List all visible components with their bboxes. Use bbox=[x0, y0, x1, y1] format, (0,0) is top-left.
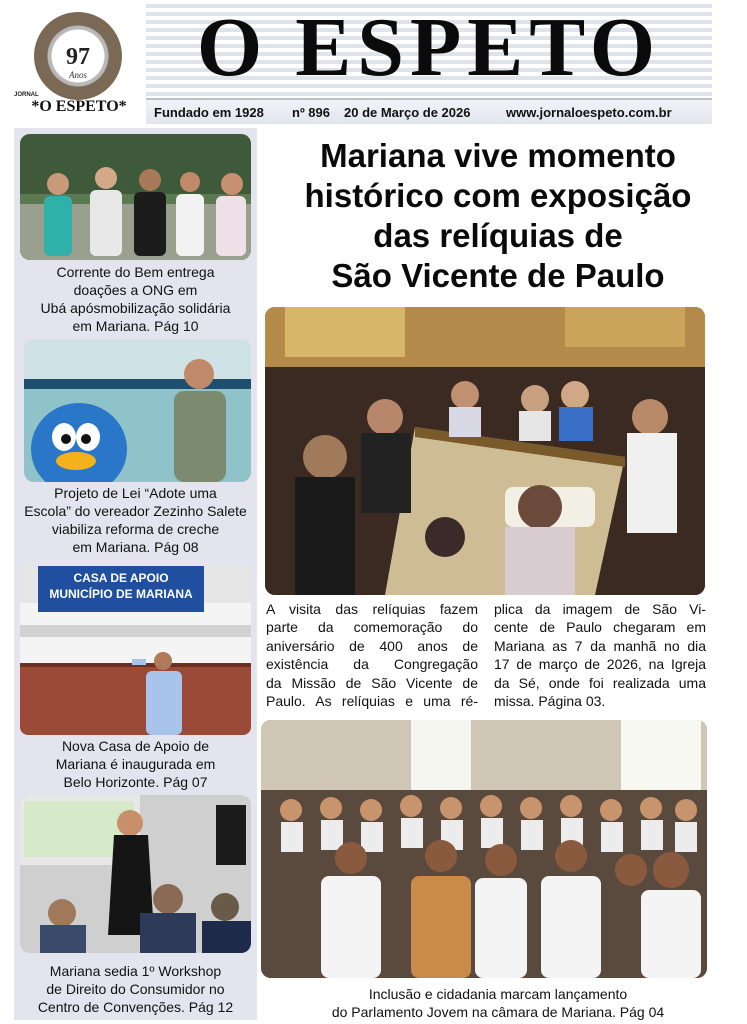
article-line: plica da imagem de São Vi- bbox=[494, 601, 706, 617]
article-line: parte da comemoração do bbox=[266, 619, 478, 636]
caption-line: Belo Horizonte. Pág 07 bbox=[63, 774, 208, 790]
sign-line: MUNICÍPIO DE MARIANA bbox=[49, 587, 193, 601]
article-line: A visita das relíquias fazem bbox=[266, 601, 478, 617]
website-text: www.jornaloespeto.com.br bbox=[506, 105, 672, 120]
article-line: missa. Página 03. bbox=[494, 693, 606, 710]
article-line: existência da Congregação bbox=[266, 656, 478, 673]
photo-parlamento-jovem bbox=[261, 720, 707, 978]
newspaper-title: O ESPETO bbox=[196, 1, 662, 94]
photo-workshop-consumidor bbox=[20, 795, 251, 953]
caption-line: de Direito do Consumidor no bbox=[46, 981, 225, 997]
article-column-1 bbox=[266, 600, 478, 710]
seal-number: 97 bbox=[66, 44, 90, 70]
photo-adote-uma-escola bbox=[24, 339, 251, 482]
article-line: cente de Paulo chegaram em bbox=[494, 619, 706, 636]
article-line: da Missão de São Vicente de bbox=[266, 674, 478, 691]
bottom-photo-caption bbox=[262, 985, 734, 1021]
issue-date: 20 de Março de 2026 bbox=[344, 105, 471, 120]
sidebar-caption-2 bbox=[14, 484, 257, 556]
caption-line: Inclusão e cidadania marcam lançamento bbox=[368, 986, 628, 1002]
photo-reliquias-exposicao bbox=[265, 307, 705, 595]
caption-line: Escola” do vereador Zezinho Salete bbox=[24, 503, 247, 519]
caption-line: Mariana é inaugurada em bbox=[55, 756, 216, 772]
photo-corrente-do-bem bbox=[20, 134, 251, 260]
article-line: Mariana as 7 da manhã no dia bbox=[494, 637, 706, 654]
caption-line: do Parlamento Jovem na câmara de Mariana. Pág 04 bbox=[331, 1004, 665, 1020]
seal-subtitle: Anos bbox=[69, 70, 87, 80]
article-column-2 bbox=[494, 600, 706, 710]
sidebar-caption-3 bbox=[14, 737, 257, 791]
caption-line: Nova Casa de Apoio de bbox=[61, 738, 210, 754]
issue-info-bar bbox=[146, 98, 712, 124]
headline-line: histórico com exposição bbox=[304, 177, 692, 214]
logo-brand-text: *O ESPETO* bbox=[31, 98, 127, 115]
caption-line: doações a ONG em bbox=[73, 282, 198, 298]
headline-line: São Vicente de Paulo bbox=[331, 257, 665, 294]
caption-line: Ubá apósmobilização solidária bbox=[40, 300, 231, 316]
article-line: aniversário de 400 anos de bbox=[266, 637, 478, 654]
jornal-label: JORNAL bbox=[14, 92, 39, 98]
caption-line: Projeto de Lei “Adote uma bbox=[54, 485, 217, 501]
caption-line: viabiliza reforma de creche bbox=[51, 521, 220, 537]
founded-text: Fundado em 1928 bbox=[154, 105, 264, 120]
main-headline bbox=[262, 136, 734, 296]
article-line: 17 de março de 2026, na Igreja bbox=[494, 656, 706, 673]
caption-line: em Mariana. Pág 10 bbox=[72, 318, 199, 334]
caption-line: Corrente do Bem entrega bbox=[56, 264, 215, 280]
sidebar-caption-1 bbox=[14, 263, 257, 335]
article-line: Paulo. As relíquias e uma ré- bbox=[266, 693, 478, 710]
article-line: da Sé, onde foi realizada uma bbox=[494, 674, 706, 691]
caption-line: Centro de Convenções. Pág 12 bbox=[37, 999, 234, 1015]
issue-number: nº 896 bbox=[292, 105, 330, 120]
sidebar-caption-4 bbox=[14, 962, 257, 1016]
headline-line: das relíquias de bbox=[373, 217, 623, 254]
sign-line: CASA DE APOIO bbox=[73, 571, 169, 585]
casa-de-apoio-sign bbox=[38, 566, 204, 612]
newspaper-logo bbox=[14, 8, 144, 124]
caption-line: em Mariana. Pág 08 bbox=[72, 539, 199, 555]
headline-line: Mariana vive momento bbox=[320, 137, 676, 174]
caption-line: Mariana sedia 1º Workshop bbox=[49, 963, 222, 979]
